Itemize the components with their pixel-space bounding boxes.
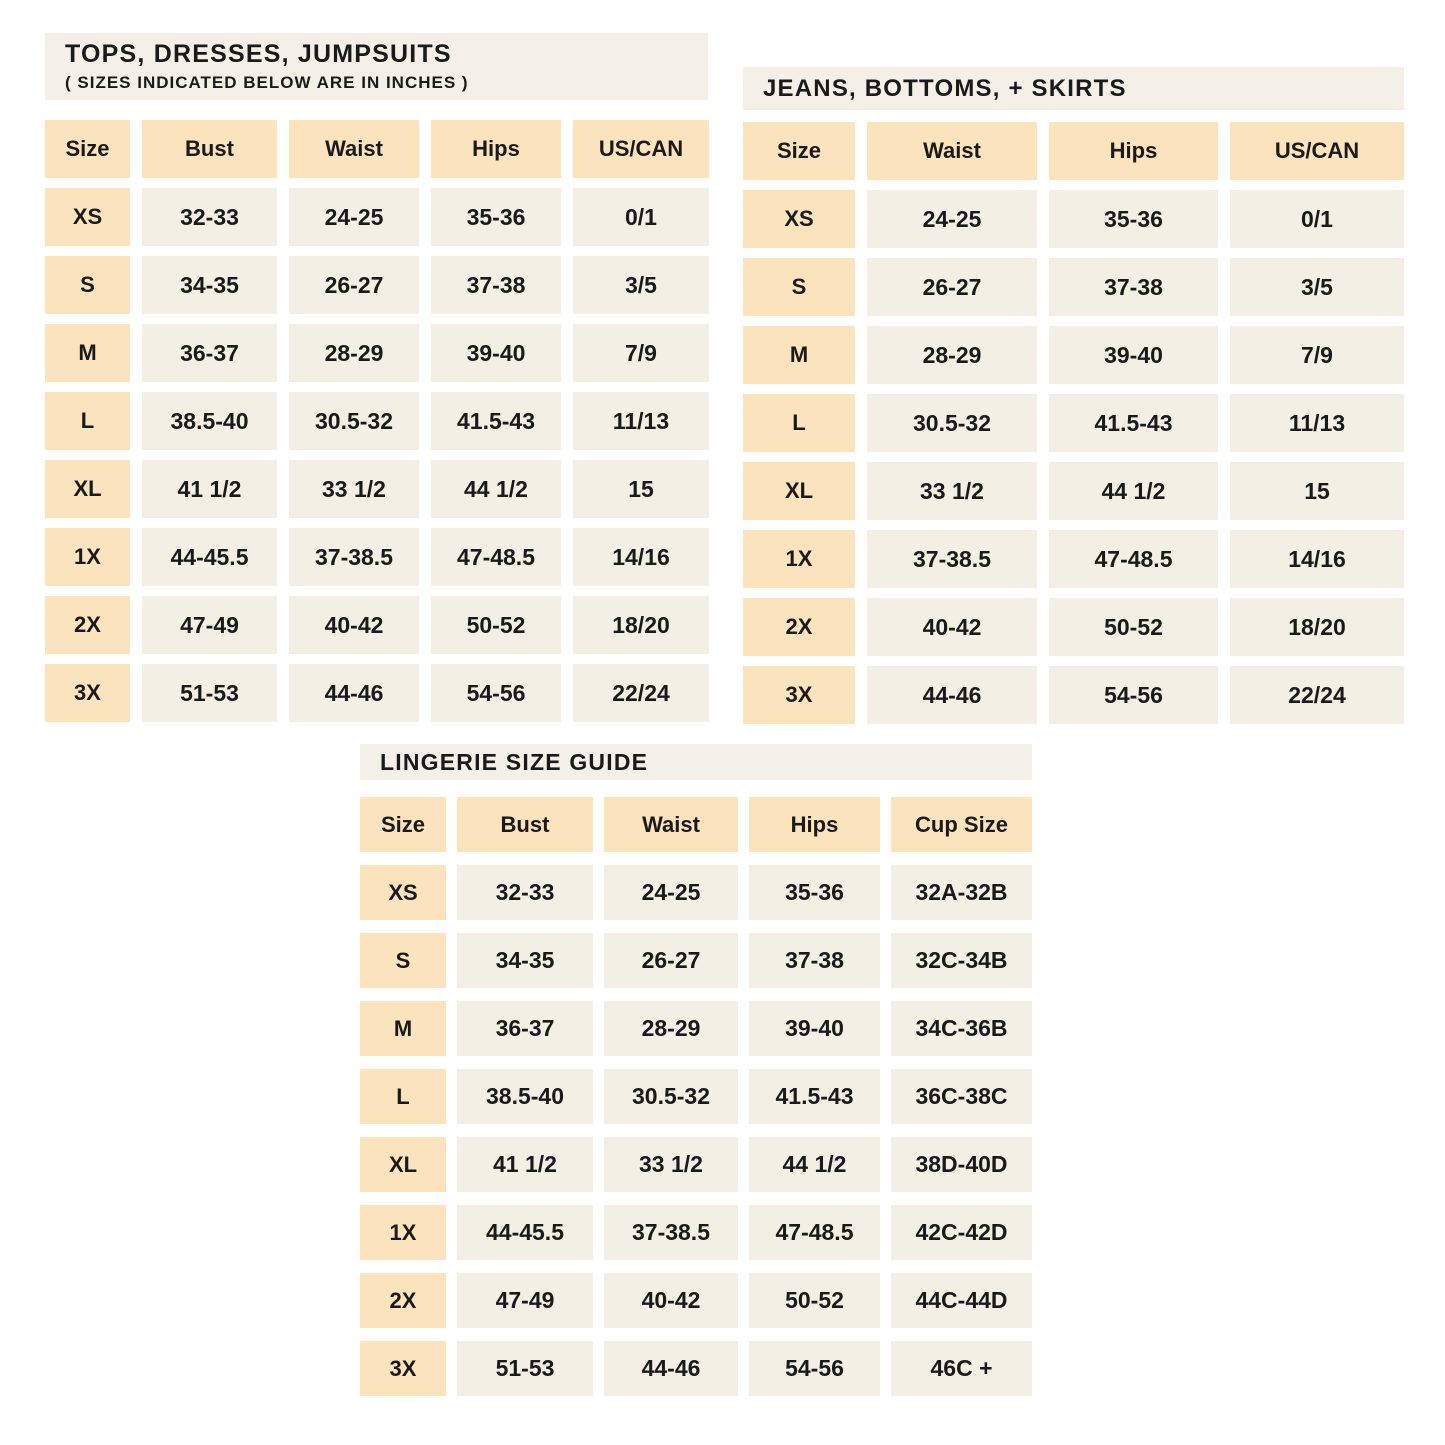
tops-value-cell: 0/1 [573, 188, 709, 246]
jeans-value-cell: 44-46 [867, 666, 1037, 724]
lingerie-size-label-cell: M [360, 1001, 446, 1056]
jeans-table-grid [743, 122, 1404, 724]
tops-value-cell: 18/20 [573, 596, 709, 654]
jeans-value-cell: 35-36 [1049, 190, 1218, 248]
jeans-table-title: JEANS, BOTTOMS, + SKIRTS [763, 74, 1127, 102]
tops-value-cell: 11/13 [573, 392, 709, 450]
jeans-value-cell: 3/5 [1230, 258, 1404, 316]
tops-value-cell: 33 1/2 [289, 460, 419, 518]
lingerie-size-label-cell: 3X [360, 1341, 446, 1396]
tops-value-cell: 41.5-43 [431, 392, 561, 450]
lingerie-value-cell: 41 1/2 [457, 1137, 593, 1192]
lingerie-value-cell: 44C-44D [891, 1273, 1032, 1328]
jeans-size-label-cell: 1X [743, 530, 855, 588]
lingerie-value-cell: 44 1/2 [749, 1137, 880, 1192]
jeans-size-label-cell: L [743, 394, 855, 452]
tops-value-cell: 14/16 [573, 528, 709, 586]
tops-value-cell: 15 [573, 460, 709, 518]
lingerie-value-cell: 30.5-32 [604, 1069, 738, 1124]
tops-size-label-cell: XS [45, 188, 130, 246]
lingerie-value-cell: 47-49 [457, 1273, 593, 1328]
tops-value-cell: 3/5 [573, 256, 709, 314]
lingerie-header-size: Size [360, 797, 446, 852]
jeans-header-us-can: US/CAN [1230, 122, 1404, 180]
jeans-value-cell: 7/9 [1230, 326, 1404, 384]
tops-header-hips: Hips [431, 120, 561, 178]
tops-size-label-cell: S [45, 256, 130, 314]
jeans-value-cell: 11/13 [1230, 394, 1404, 452]
jeans-size-label-cell: 3X [743, 666, 855, 724]
jeans-value-cell: 15 [1230, 462, 1404, 520]
jeans-table-title-bar [743, 67, 1404, 110]
tops-value-cell: 7/9 [573, 324, 709, 382]
lingerie-value-cell: 32C-34B [891, 933, 1032, 988]
jeans-size-label-cell: S [743, 258, 855, 316]
tops-value-cell: 50-52 [431, 596, 561, 654]
lingerie-value-cell: 34C-36B [891, 1001, 1032, 1056]
tops-table-grid [45, 120, 709, 722]
tops-header-bust: Bust [142, 120, 277, 178]
tops-value-cell: 38.5-40 [142, 392, 277, 450]
tops-size-label-cell: L [45, 392, 130, 450]
jeans-value-cell: 54-56 [1049, 666, 1218, 724]
lingerie-value-cell: 40-42 [604, 1273, 738, 1328]
tops-value-cell: 26-27 [289, 256, 419, 314]
tops-header-us-can: US/CAN [573, 120, 709, 178]
lingerie-header-cup-size: Cup Size [891, 797, 1032, 852]
jeans-value-cell: 50-52 [1049, 598, 1218, 656]
tops-value-cell: 44-45.5 [142, 528, 277, 586]
lingerie-size-label-cell: 2X [360, 1273, 446, 1328]
lingerie-size-label-cell: XL [360, 1137, 446, 1192]
jeans-value-cell: 24-25 [867, 190, 1037, 248]
jeans-value-cell: 26-27 [867, 258, 1037, 316]
lingerie-value-cell: 37-38 [749, 933, 880, 988]
lingerie-value-cell: 36-37 [457, 1001, 593, 1056]
jeans-size-label-cell: 2X [743, 598, 855, 656]
lingerie-header-bust: Bust [457, 797, 593, 852]
jeans-header-size: Size [743, 122, 855, 180]
lingerie-size-label-cell: 1X [360, 1205, 446, 1260]
tops-value-cell: 44 1/2 [431, 460, 561, 518]
lingerie-size-label-cell: S [360, 933, 446, 988]
lingerie-value-cell: 41.5-43 [749, 1069, 880, 1124]
lingerie-value-cell: 38.5-40 [457, 1069, 593, 1124]
jeans-table-section [743, 67, 1404, 724]
lingerie-value-cell: 47-48.5 [749, 1205, 880, 1260]
jeans-value-cell: 47-48.5 [1049, 530, 1218, 588]
lingerie-value-cell: 44-45.5 [457, 1205, 593, 1260]
jeans-value-cell: 40-42 [867, 598, 1037, 656]
tops-value-cell: 22/24 [573, 664, 709, 722]
lingerie-value-cell: 50-52 [749, 1273, 880, 1328]
tops-value-cell: 36-37 [142, 324, 277, 382]
lingerie-value-cell: 54-56 [749, 1341, 880, 1396]
tops-value-cell: 40-42 [289, 596, 419, 654]
lingerie-value-cell: 24-25 [604, 865, 738, 920]
tops-size-label-cell: 3X [45, 664, 130, 722]
lingerie-header-hips: Hips [749, 797, 880, 852]
jeans-value-cell: 33 1/2 [867, 462, 1037, 520]
lingerie-value-cell: 34-35 [457, 933, 593, 988]
lingerie-value-cell: 26-27 [604, 933, 738, 988]
lingerie-value-cell: 46C + [891, 1341, 1032, 1396]
lingerie-value-cell: 42C-42D [891, 1205, 1032, 1260]
tops-value-cell: 35-36 [431, 188, 561, 246]
tops-value-cell: 30.5-32 [289, 392, 419, 450]
jeans-value-cell: 37-38 [1049, 258, 1218, 316]
tops-size-label-cell: XL [45, 460, 130, 518]
lingerie-table-grid [360, 797, 1032, 1396]
lingerie-value-cell: 38D-40D [891, 1137, 1032, 1192]
tops-value-cell: 47-48.5 [431, 528, 561, 586]
lingerie-table-title: LINGERIE SIZE GUIDE [380, 748, 649, 775]
tops-table-subtitle: ( SIZES INDICATED BELOW ARE IN INCHES ) [65, 72, 469, 92]
jeans-value-cell: 22/24 [1230, 666, 1404, 724]
tops-header-size: Size [45, 120, 130, 178]
jeans-value-cell: 30.5-32 [867, 394, 1037, 452]
jeans-value-cell: 41.5-43 [1049, 394, 1218, 452]
tops-value-cell: 24-25 [289, 188, 419, 246]
tops-value-cell: 32-33 [142, 188, 277, 246]
lingerie-size-label-cell: XS [360, 865, 446, 920]
tops-header-waist: Waist [289, 120, 419, 178]
jeans-size-label-cell: XL [743, 462, 855, 520]
lingerie-value-cell: 33 1/2 [604, 1137, 738, 1192]
tops-value-cell: 44-46 [289, 664, 419, 722]
jeans-size-label-cell: XS [743, 190, 855, 248]
tops-value-cell: 28-29 [289, 324, 419, 382]
tops-value-cell: 41 1/2 [142, 460, 277, 518]
jeans-value-cell: 14/16 [1230, 530, 1404, 588]
lingerie-table-title-bar [360, 744, 1032, 780]
tops-value-cell: 51-53 [142, 664, 277, 722]
lingerie-header-waist: Waist [604, 797, 738, 852]
jeans-value-cell: 37-38.5 [867, 530, 1037, 588]
tops-table-title: TOPS, DRESSES, JUMPSUITS [65, 40, 452, 69]
jeans-header-hips: Hips [1049, 122, 1218, 180]
tops-value-cell: 39-40 [431, 324, 561, 382]
lingerie-value-cell: 32-33 [457, 865, 593, 920]
tops-size-label-cell: 2X [45, 596, 130, 654]
tops-table-title-bar [45, 33, 708, 100]
jeans-value-cell: 39-40 [1049, 326, 1218, 384]
jeans-value-cell: 28-29 [867, 326, 1037, 384]
lingerie-value-cell: 39-40 [749, 1001, 880, 1056]
tops-size-label-cell: 1X [45, 528, 130, 586]
jeans-header-waist: Waist [867, 122, 1037, 180]
lingerie-value-cell: 44-46 [604, 1341, 738, 1396]
jeans-size-label-cell: M [743, 326, 855, 384]
jeans-value-cell: 44 1/2 [1049, 462, 1218, 520]
jeans-value-cell: 0/1 [1230, 190, 1404, 248]
lingerie-table-section [360, 744, 1032, 1396]
tops-value-cell: 37-38 [431, 256, 561, 314]
lingerie-value-cell: 35-36 [749, 865, 880, 920]
tops-value-cell: 34-35 [142, 256, 277, 314]
lingerie-value-cell: 32A-32B [891, 865, 1032, 920]
jeans-value-cell: 18/20 [1230, 598, 1404, 656]
lingerie-size-label-cell: L [360, 1069, 446, 1124]
lingerie-value-cell: 28-29 [604, 1001, 738, 1056]
lingerie-value-cell: 51-53 [457, 1341, 593, 1396]
tops-table-section [45, 33, 709, 722]
tops-value-cell: 37-38.5 [289, 528, 419, 586]
tops-size-label-cell: M [45, 324, 130, 382]
lingerie-value-cell: 36C-38C [891, 1069, 1032, 1124]
tops-value-cell: 47-49 [142, 596, 277, 654]
tops-value-cell: 54-56 [431, 664, 561, 722]
lingerie-value-cell: 37-38.5 [604, 1205, 738, 1260]
